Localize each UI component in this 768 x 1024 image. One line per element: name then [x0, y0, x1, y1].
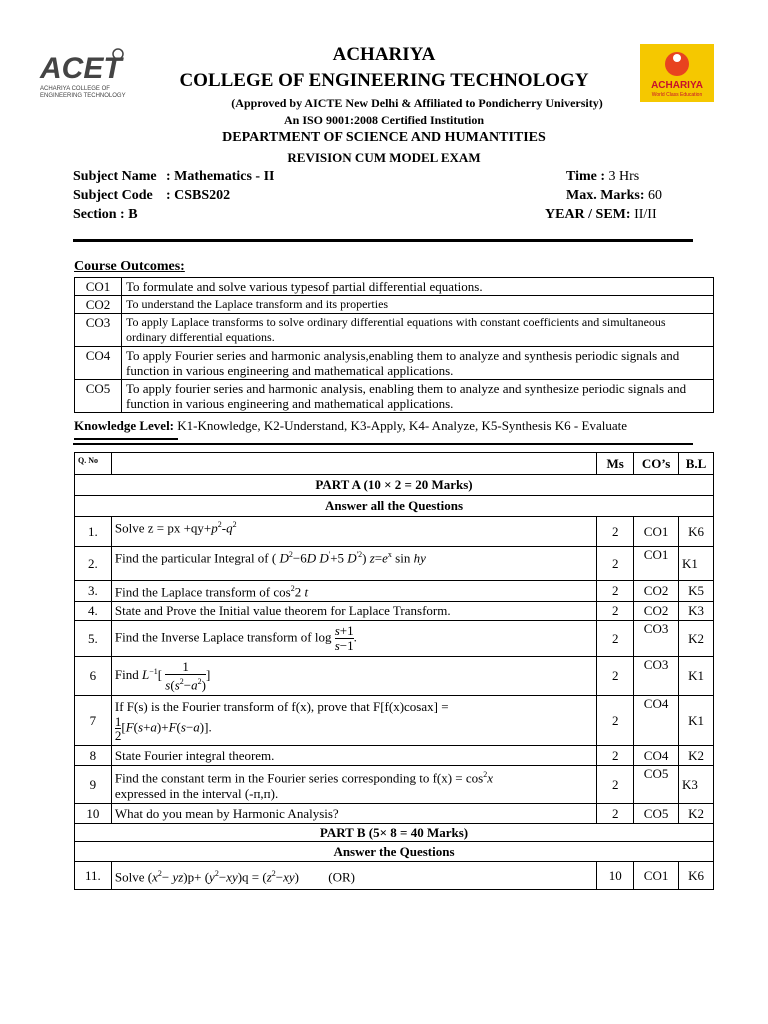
- title-2: COLLEGE OF ENGINEERING TECHNOLOGY: [179, 70, 589, 91]
- q-marks: 2: [597, 766, 634, 804]
- course-outcomes-heading: Course Outcomes:: [74, 259, 185, 274]
- q-number: 1.: [75, 517, 112, 547]
- co-text: To formulate and solve various typesof partial differential equations.: [122, 278, 714, 296]
- q-marks: 2: [597, 621, 634, 657]
- q-text: Find the particular Integral of ( $D^2-6D$ D'+5 $D^{'2}$) $z=e^x$ sin hy: [111, 547, 596, 581]
- table-row: [75, 581, 714, 602]
- table-row: [75, 804, 714, 824]
- marks-line: [566, 188, 662, 204]
- q-text: State Fourier integral theorem.: [111, 746, 596, 766]
- section-label: Section :: [73, 207, 125, 222]
- q-co: CO1: [634, 547, 679, 581]
- q-text: Find the Laplace transform of $\cos^22$ t: [111, 581, 596, 602]
- co-row: [75, 296, 714, 314]
- table-header-row: [75, 453, 714, 475]
- q-co: CO1: [634, 517, 679, 547]
- q-bl: K1: [679, 696, 714, 746]
- part-b-title: PART B (5× 8 = 40 Marks): [75, 824, 714, 842]
- part-b-row: [75, 824, 714, 842]
- approval-line: (Approved by AICTE New Delhi & Affiliated to Pondicherry University): [231, 96, 603, 110]
- part-b-instruction: Answer the Questions: [75, 842, 714, 862]
- table-row: [75, 657, 714, 696]
- part-a-row: [75, 475, 714, 496]
- section-value: B: [128, 207, 138, 222]
- question-table: [74, 452, 714, 890]
- co-text: To understand the Laplace transform and its properties: [122, 296, 714, 314]
- q-bl: K3: [679, 766, 714, 804]
- course-outcomes-table: [74, 277, 714, 413]
- co-code: CO1: [75, 278, 122, 296]
- co-heading-text: Course Outcomes: [74, 259, 181, 274]
- q-co: CO2: [634, 602, 679, 621]
- q-bl: K6: [679, 862, 714, 890]
- exam-title: REVISION CUM MODEL EXAM: [287, 150, 481, 165]
- q-number: 8: [75, 746, 112, 766]
- subject-code: : CSBS202: [166, 188, 231, 203]
- header-bl: B.L: [679, 453, 714, 475]
- q-marks: 2: [597, 696, 634, 746]
- q-number: 10: [75, 804, 112, 824]
- q6-text: Find: [114, 666, 139, 682]
- co-code: CO4: [75, 347, 122, 380]
- q-bl: K2: [679, 621, 714, 657]
- q-marks: 2: [597, 657, 634, 696]
- q-number: 5.: [75, 621, 112, 657]
- knowledge-label: Knowledge Level:: [74, 418, 175, 433]
- divider-top: [73, 239, 693, 242]
- co-code: CO5: [75, 380, 122, 413]
- q-co: CO3: [634, 621, 679, 657]
- year-label: YEAR / SEM:: [545, 207, 631, 222]
- table-row: [75, 696, 714, 746]
- q-number: 6: [75, 657, 112, 696]
- co-row: [75, 314, 714, 347]
- q-marks: 2: [597, 547, 634, 581]
- q-number: 11.: [75, 862, 112, 890]
- time-value: 3 Hrs: [608, 169, 640, 184]
- q-bl: K3: [679, 602, 714, 621]
- co-row: [75, 278, 714, 296]
- q-text: Find the constant term in the Fourier series corresponding to $f(x) = \cos^2x$ expressed in the interval (-п,п).: [111, 766, 596, 804]
- q-text: Find the Inverse Laplace transform of log s+1 s−1.: [111, 621, 596, 657]
- q-bl: K1: [679, 657, 714, 696]
- q3-text: Find the Laplace transform of: [114, 584, 271, 600]
- knowledge-level: [74, 418, 627, 434]
- q-marks: 2: [597, 746, 634, 766]
- q-marks: 10: [597, 862, 634, 890]
- section-line: [73, 207, 138, 223]
- q2-text: Find the particular Integral of: [114, 550, 269, 566]
- table-row: [75, 547, 714, 581]
- header-question: [111, 453, 596, 475]
- table-row: [75, 862, 714, 890]
- q-number: 2.: [75, 547, 112, 581]
- marks-label: Max. Marks:: [566, 188, 645, 203]
- co-code: CO3: [75, 314, 122, 347]
- part-b-instr-row: [75, 842, 714, 862]
- table-row: [75, 621, 714, 657]
- q-bl: K6: [679, 517, 714, 547]
- year-value: II/II: [634, 207, 657, 222]
- q-text: Solve $(x^2- yz)p+ (y^2-xy)q = (z^2-xy)$ (OR): [111, 862, 596, 890]
- q-bl: K1: [679, 547, 714, 581]
- title-1: ACHARIYA: [332, 44, 436, 65]
- table-row: [75, 746, 714, 766]
- part-a-instruction: Answer all the Questions: [75, 496, 714, 517]
- logo-left-sub2: ENGINEERING TECHNOLOGY: [40, 93, 126, 99]
- q-co: CO4: [634, 696, 679, 746]
- header-co: CO’s: [634, 453, 679, 475]
- iso-line: An ISO 9001:2008 Certified Institution: [283, 113, 484, 127]
- co-code: CO2: [75, 296, 122, 314]
- q-text: What do you mean by Harmonic Analysis?: [111, 804, 596, 824]
- q-text: State and Prove the Initial value theorem for Laplace Transform.: [111, 602, 596, 621]
- or-label: (OR): [328, 869, 355, 885]
- q-marks: 2: [597, 581, 634, 602]
- q-co: CO5: [634, 804, 679, 824]
- q7-text: If F(s) is the Fourier transform of f(x), prove that F[f(x)cosax] =: [114, 699, 449, 714]
- q11-text: Solve: [114, 869, 145, 885]
- header-qno: Q. No: [75, 453, 112, 475]
- co-row: [75, 347, 714, 380]
- logo-left-sub1: ACHARIYA COLLEGE OF: [40, 86, 110, 92]
- q9-text2: expressed in the interval (-п,п).: [114, 786, 279, 802]
- q-marks: 2: [597, 517, 634, 547]
- q-number: 9: [75, 766, 112, 804]
- logo-right-sub: World Class Education: [651, 92, 703, 98]
- q-marks: 2: [597, 804, 634, 824]
- co-text: To apply Laplace transforms to solve ordinary differential equations with constant coefficients and simultaneous ordinary differential equations.: [122, 314, 714, 347]
- q-co: CO2: [634, 581, 679, 602]
- knowledge-underline: [74, 438, 178, 440]
- table-row: [75, 766, 714, 804]
- logo-left-text: ACET: [40, 52, 122, 85]
- marks-value: 60: [648, 188, 663, 203]
- knowledge-text: K1-Knowledge, K2-Understand, K3-Apply, K4- Analyze, K5-Synthesis K6 - Evaluate: [177, 418, 627, 433]
- q-co: CO1: [634, 862, 679, 890]
- q1-text: Solve z = px +qy+: [114, 520, 212, 536]
- q-marks: 2: [597, 602, 634, 621]
- q-text: Solve z = px $+qy+p^2-q^2$: [111, 517, 596, 547]
- co-row: [75, 380, 714, 413]
- header-ms: Ms: [597, 453, 634, 475]
- q-co: CO5: [634, 766, 679, 804]
- table-row: [75, 602, 714, 621]
- subject-name-label: Subject Name: [73, 169, 157, 184]
- divider-mid: [73, 443, 693, 445]
- q-bl: K2: [679, 804, 714, 824]
- logo-right-text: ACHARIYA: [651, 80, 703, 91]
- q9-text: Find the constant term in the Fourier series corresponding to f(x) =: [114, 770, 463, 786]
- q-number: 7: [75, 696, 112, 746]
- q-number: 4.: [75, 602, 112, 621]
- department: DEPARTMENT OF SCIENCE AND HUMANTITIES: [222, 130, 546, 145]
- q-co: CO3: [634, 657, 679, 696]
- time-line: [566, 169, 639, 185]
- table-row: [75, 517, 714, 547]
- part-a-title: PART A (10 × 2 = 20 Marks): [75, 475, 714, 496]
- co-text: To apply fourier series and harmonic analysis, enabling them to analyze and synthesize periodic signals and function in various engineering and mathematical applications.: [122, 380, 714, 413]
- q-number: 3.: [75, 581, 112, 602]
- co-text: To apply Fourier series and harmonic analysis,enabling them to analyze and synthesis periodic signals and function in various engineering and mathematical applications.: [122, 347, 714, 380]
- time-label: Time :: [566, 169, 606, 184]
- q-bl: K5: [679, 581, 714, 602]
- subject-name: : Mathematics - II: [166, 169, 275, 184]
- q-text: If F(s) is the Fourier transform of f(x), prove that F[f(x)cosax] = 1 2[F(s+a)+F(s−a)].: [111, 696, 596, 746]
- q-co: CO4: [634, 746, 679, 766]
- q-text: Find $L^{-1}$[ 1 $s(s^2-a^2)$]: [111, 657, 596, 696]
- part-a-instr-row: [75, 496, 714, 517]
- q-bl: K2: [679, 746, 714, 766]
- year-line: [545, 207, 657, 223]
- q5-text: Find the Inverse Laplace transform of log: [114, 629, 332, 645]
- subject-code-label: Subject Code: [73, 188, 153, 203]
